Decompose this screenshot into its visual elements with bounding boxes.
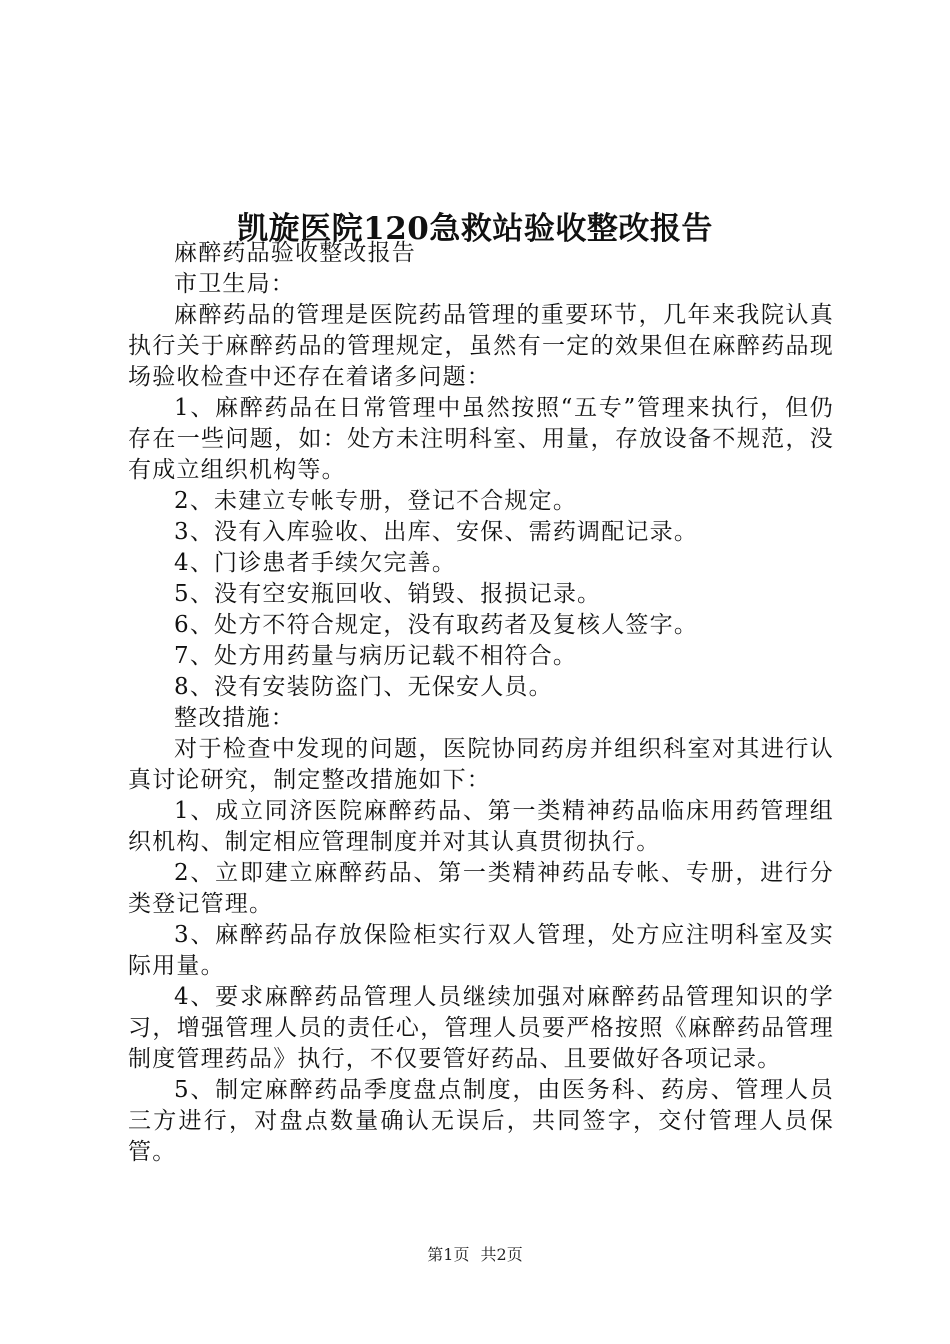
section-heading-measures: 整改措施： (174, 705, 295, 731)
document-body (128, 238, 834, 1168)
problem-item-2: 2、未建立专帐专册，登记不合规定。 (174, 488, 578, 514)
problem-item-1: 1、麻醉药品在日常管理中虽然按照“五专”管理来执行，但仍存在一些问题，如：处方未注明科室、用量，存放设备不规范，没有成立组织机构等。 (128, 395, 834, 483)
measure-item-1: 1、成立同济医院麻醉药品、第一类精神药品临床用药管理组织机构、制定相应管理制度并对其认真贯彻执行。 (128, 798, 834, 855)
problem-item-5: 5、没有空安瓶回收、销毁、报损记录。 (174, 581, 602, 607)
paragraph-subtitle: 麻醉药品验收整改报告 (174, 240, 416, 266)
problem-item-4: 4、门诊患者手续欠完善。 (174, 550, 457, 576)
page-total: 共2页 (480, 1245, 523, 1264)
document-title: 凯旋医院120急救站验收整改报告 (237, 210, 713, 247)
measure-item-3: 3、麻醉药品存放保险柜实行双人管理，处方应注明科室及实际用量。 (128, 922, 834, 979)
problem-item-6: 6、处方不符合规定，没有取药者及复核人签字。 (174, 612, 699, 638)
page-number: 第1页 (427, 1245, 470, 1264)
paragraph-measures-intro: 对于检查中发现的问题，医院协同药房并组织科室对其进行认真讨论研究，制定整改措施如下： (128, 736, 834, 793)
problem-item-3: 3、没有入库验收、出库、安保、需药调配记录。 (174, 519, 699, 545)
measure-item-2: 2、立即建立麻醉药品、第一类精神药品专帐、专册，进行分类登记管理。 (128, 860, 834, 917)
problem-item-7: 7、处方用药量与病历记载不相符合。 (174, 643, 578, 669)
paragraph-addressee: 市卫生局： (174, 271, 295, 297)
measure-item-4: 4、要求麻醉药品管理人员继续加强对麻醉药品管理知识的学习，增强管理人员的责任心，管理人员要严格按照《麻醉药品管理制度管理药品》执行，不仅要管好药品、且要做好各项记录。 (128, 984, 834, 1072)
page-footer (0, 1243, 950, 1267)
measure-item-5: 5、制定麻醉药品季度盘点制度，由医务科、药房、管理人员三方进行，对盘点数量确认无误后，共同签字，交付管理人员保管。 (128, 1077, 834, 1165)
paragraph-intro: 麻醉药品的管理是医院药品管理的重要环节，几年来我院认真执行关于麻醉药品的管理规定，虽然有一定的效果但在麻醉药品现场验收检查中还存在着诸多问题： (128, 302, 834, 390)
problem-item-8: 8、没有安装防盗门、无保安人员。 (174, 674, 553, 700)
